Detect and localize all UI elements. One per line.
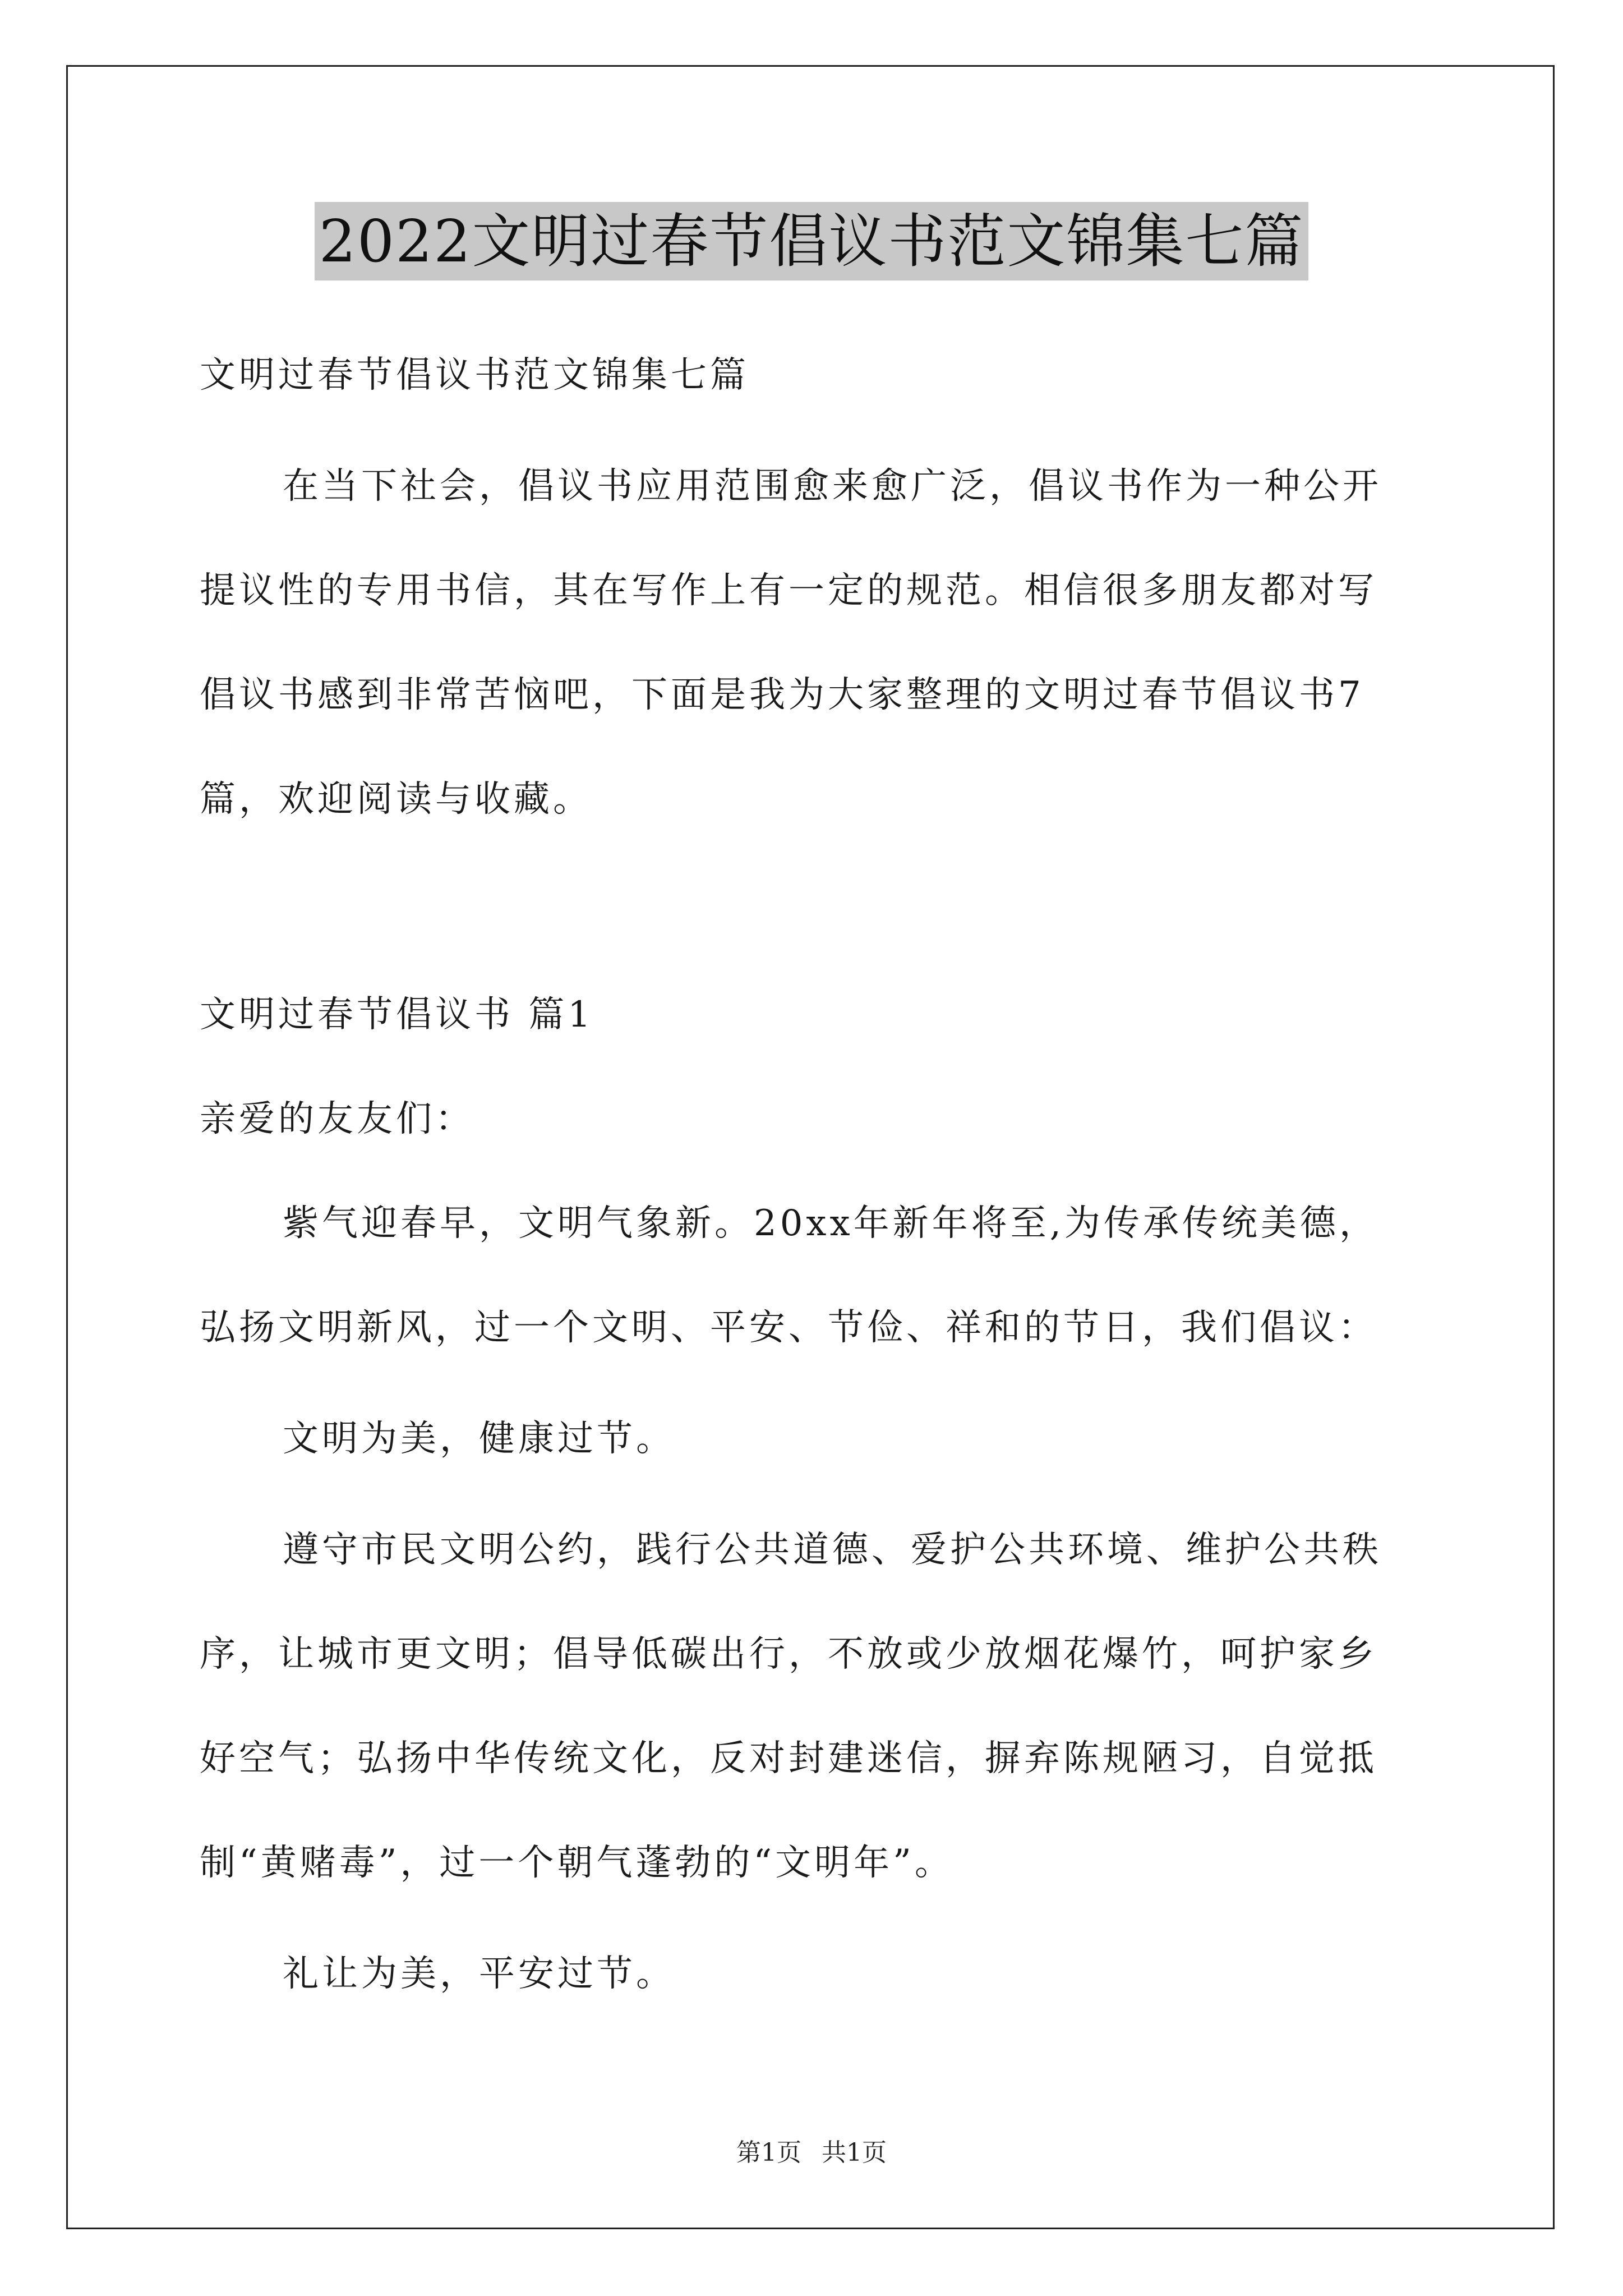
intro-line-4: 篇，欢迎阅读与收藏。 [200, 779, 592, 820]
point-1: 文明为美，健康过节。 [283, 1418, 675, 1460]
page-number: 第1页 [736, 2138, 801, 2167]
para2-line-3: 好空气；弘扬中华传统文化，反对封建迷信，摒弃陈规陋习，自觉抵 [200, 1738, 1377, 1779]
intro-line-3: 倡议书感到非常苦恼吧，下面是我为大家整理的文明过春节倡议书7 [200, 674, 1364, 716]
para2-line-4: 制“黄赌毒”，过一个朝气蓬勃的“文明年”。 [200, 1842, 954, 1884]
document-subtitle: 文明过春节倡议书范文锦集七篇 [200, 355, 749, 396]
section-heading: 文明过春节倡议书 篇1 [200, 994, 594, 1036]
point-2: 礼让为美，平安过节。 [283, 1953, 675, 1995]
salutation: 亲爱的友友们： [200, 1098, 474, 1140]
para1-line-2: 弘扬文明新风，过一个文明、平安、节俭、祥和的节日，我们倡议： [200, 1307, 1377, 1349]
page-footer [0, 2137, 1623, 2169]
para1-line-1: 紫气迎春早，文明气象新。20xx年新年将至,为传承传统美德， [283, 1203, 1378, 1244]
page-total: 共1页 [822, 2138, 887, 2167]
intro-line-2: 提议性的专用书信，其在写作上有一定的规范。相信很多朋友都对写 [200, 570, 1377, 611]
para2-line-2: 序，让城市更文明；倡导低碳出行，不放或少放烟花爆竹，呵护家乡 [200, 1634, 1377, 1675]
document-title: 2022文明过春节倡议书范文锦集七篇 [315, 202, 1309, 280]
para2-line-1: 遵守市民文明公约，践行公共道德、爱护公共环境、维护公共秩 [283, 1529, 1382, 1571]
intro-line-1: 在当下社会，倡议书应用范围愈来愈广泛，倡议书作为一种公开 [283, 466, 1382, 507]
title-container [0, 202, 1623, 280]
